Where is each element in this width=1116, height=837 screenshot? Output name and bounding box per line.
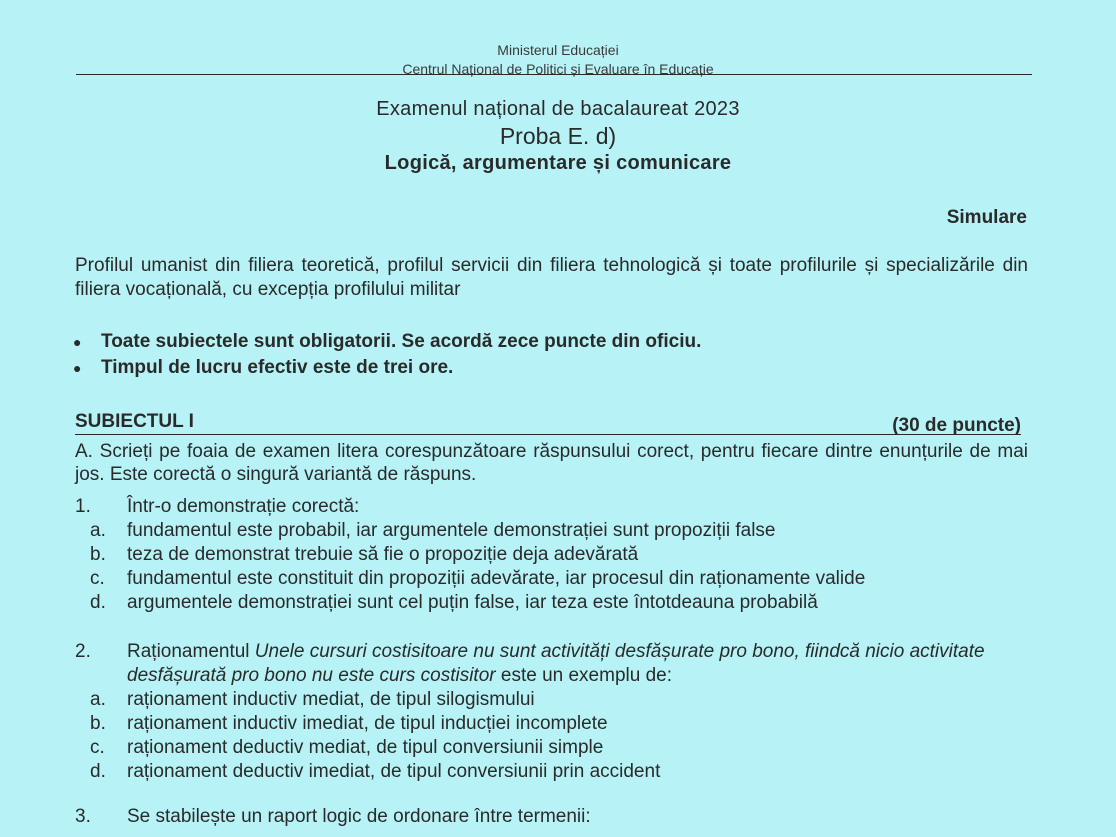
option-text: fundamentul este constituit din propoziții adevărate, iar procesul din raționamente valide [127, 568, 866, 589]
simulation-label: Simulare [946, 207, 1027, 228]
section-instructions: A. Scrieți pe foaia de examen litera corespunzătoare răspunsului corect, pentru fiecare dintre enunțurile de mai jos. Este corectă o singură variantă de răspuns. [75, 441, 1028, 485]
question-number: 2. [75, 641, 91, 662]
bullet-icon: ● [73, 360, 82, 376]
option-row [75, 760, 1030, 784]
question-number: 1. [75, 496, 91, 517]
option-letter: b. [90, 544, 106, 565]
question-text-prefix: Raționamentul [127, 641, 255, 662]
section-header [75, 410, 1021, 434]
question-1 [75, 495, 1030, 615]
rules-list [73, 330, 1033, 382]
option-row [75, 519, 1030, 543]
section-points: (30 de puncte) [892, 415, 1021, 436]
question-text-italic: Unele cursuri costisitoare nu sunt activități desfășurate pro bono, fiindcă nicio activitate desfășurată pro bono nu este curs costisitor [127, 641, 985, 686]
header-divider [76, 74, 1032, 75]
option-row [75, 567, 1030, 591]
question-text: Într-o demonstrație corectă: [127, 496, 360, 517]
rule-item [73, 330, 1033, 356]
option-letter: c. [90, 737, 105, 758]
option-text: fundamentul este probabil, iar argumentele demonstrației sunt propoziții false [127, 520, 776, 541]
question-text-suffix: este un exemplu de: [495, 665, 672, 686]
section-name: SUBIECTUL I [75, 411, 194, 432]
header-ministry: Ministerul Educației [497, 42, 619, 58]
option-letter: d. [90, 592, 106, 613]
option-text: argumentele demonstrației sunt cel puțin false, iar teza este întotdeauna probabilă [127, 592, 818, 613]
option-text: raționament deductiv imediat, de tipul conversiunii prin accident [127, 761, 661, 782]
option-text: teza de demonstrat trebuie să fie o propoziție deja adevărată [127, 544, 639, 565]
option-text: raționament inductiv mediat, de tipul silogismului [127, 689, 535, 710]
option-row [75, 543, 1030, 567]
question-text: Se stabilește un raport logic de ordonare între termenii: [127, 806, 591, 827]
header-center: Centrul Național de Politici și Evaluare în Educație [402, 61, 714, 77]
option-row [75, 736, 1030, 760]
option-letter: b. [90, 713, 106, 734]
option-text: raționament deductiv mediat, de tipul conversiunii simple [127, 737, 604, 758]
option-row [75, 712, 1030, 736]
exam-title: Examenul național de bacalaureat 2023 [376, 98, 740, 120]
question-text [127, 640, 1030, 688]
question-2 [75, 640, 1030, 784]
rule-text: Timpul de lucru efectiv este de trei ore. [101, 357, 454, 378]
option-letter: a. [90, 689, 106, 710]
option-text: raționament inductiv imediat, de tipul inducției incomplete [127, 713, 608, 734]
probe-title: Proba E. d) [499, 123, 617, 149]
profile-text: Profilul umanist din filiera teoretică, profilul servicii din filiera tehnologică și toate profilurile și specializările din filiera vocațională, cu excepția profilului militar [75, 255, 1028, 300]
rule-item [73, 356, 1033, 382]
question-number: 3. [75, 806, 91, 827]
option-row [75, 591, 1030, 615]
section-divider [75, 434, 1021, 435]
option-row [75, 688, 1030, 712]
rule-text: Toate subiectele sunt obligatorii. Se acordă zece puncte din oficiu. [101, 331, 702, 352]
question-3 [75, 805, 1030, 829]
subject-title: Logică, argumentare și comunicare [384, 152, 732, 174]
bullet-icon: ● [73, 334, 82, 350]
option-letter: c. [90, 568, 105, 589]
option-letter: a. [90, 520, 106, 541]
option-letter: d. [90, 761, 106, 782]
